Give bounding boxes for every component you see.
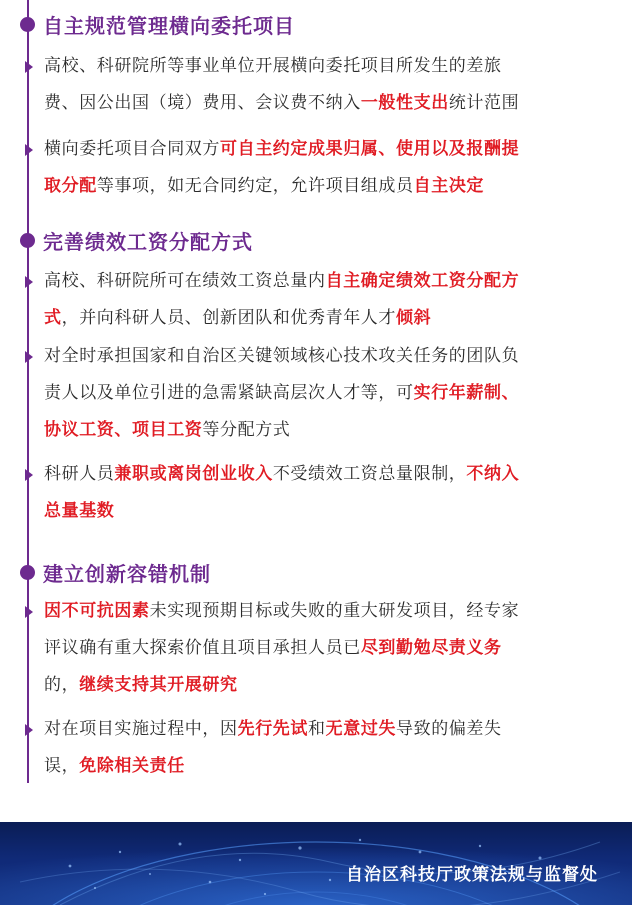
list-item — [44, 338, 600, 449]
body-text: 和 — [308, 719, 326, 739]
text-line — [44, 493, 600, 530]
highlighted-text: 一般性支出 — [360, 93, 449, 113]
body-text: 对在项目实施过程中，因 — [44, 719, 238, 739]
arrow-bullet-icon — [25, 144, 33, 156]
body-text: 误， — [44, 756, 80, 776]
highlighted-text: 协议工资、项目工资 — [44, 420, 203, 440]
text-line — [44, 300, 600, 337]
timeline-line — [27, 0, 29, 783]
body-text: 科研人员 — [44, 464, 115, 484]
highlighted-text: 因不可抗因素 — [44, 601, 150, 621]
organization-name: 自治区科技厅政策法规与监督处 — [346, 865, 598, 885]
body-text: 高校、科研院所等事业单位开展横向委托项目所发生的差旅 — [44, 56, 502, 76]
body-text: 责人以及单位引进的急需紧缺高层次人才等，可 — [44, 383, 414, 403]
text-line — [44, 338, 600, 375]
bullet-dot-icon — [20, 565, 35, 580]
text-line — [44, 748, 600, 785]
text-line — [44, 263, 600, 300]
body-text: ，并向科研人员、创新团队和优秀青年人才 — [61, 308, 397, 328]
arrow-bullet-icon — [25, 61, 33, 73]
list-item — [44, 131, 600, 205]
list-item — [44, 48, 600, 122]
bullet-dot-icon — [20, 233, 35, 248]
arrow-bullet-icon — [25, 469, 33, 481]
highlighted-text: 自主决定 — [413, 176, 485, 196]
body-text: 评议确有重大探索价值且项目承担人员已 — [44, 638, 361, 658]
section-title: 完善绩效工资分配方式 — [43, 229, 253, 254]
text-line — [44, 85, 600, 122]
section-heading-1 — [20, 8, 295, 40]
arrow-bullet-icon — [25, 351, 33, 363]
arrow-bullet-icon — [25, 724, 33, 736]
highlighted-text: 继续支持其开展研究 — [79, 675, 238, 695]
text-line — [44, 667, 600, 704]
text-line — [44, 593, 600, 630]
body-text: 对全时承担国家和自治区关键领域核心技术攻关任务的团队负 — [44, 346, 520, 366]
body-text: 等分配方式 — [202, 420, 291, 440]
highlighted-text: 倾斜 — [396, 308, 432, 328]
highlighted-text: 自主确定绩效工资分配方 — [325, 271, 520, 291]
body-text: 统计范围 — [448, 93, 520, 113]
body-text: 未实现预期目标或失败的重大研发项目，经专家 — [149, 601, 520, 621]
bullet-dot-icon — [20, 17, 35, 32]
body-text: 不受绩效工资总量限制， — [272, 464, 467, 484]
list-item — [44, 711, 600, 785]
text-line — [44, 711, 600, 748]
section-title: 自主规范管理横向委托项目 — [43, 13, 295, 38]
highlighted-text: 取分配 — [44, 176, 97, 196]
body-text: 导致的偏差失 — [396, 719, 502, 739]
arrow-bullet-icon — [25, 276, 33, 288]
body-text: 横向委托项目合同双方 — [44, 139, 220, 159]
list-item — [44, 456, 600, 530]
text-line — [44, 131, 600, 168]
arrow-bullet-icon — [25, 606, 33, 618]
highlighted-text: 免除相关责任 — [79, 756, 185, 776]
highlighted-text: 无意过失 — [325, 719, 397, 739]
text-line — [44, 412, 600, 449]
list-item — [44, 263, 600, 337]
highlighted-text: 不纳入 — [466, 464, 520, 484]
list-item — [44, 593, 600, 704]
body-text: 的， — [44, 675, 80, 695]
highlighted-text: 式 — [44, 308, 62, 328]
highlighted-text: 先行先试 — [237, 719, 309, 739]
highlighted-text: 尽到勤勉尽责义务 — [360, 638, 502, 658]
section-heading-3 — [20, 556, 211, 588]
text-line — [44, 456, 600, 493]
section-heading-2 — [20, 224, 253, 256]
highlighted-text: 总量基数 — [44, 501, 115, 521]
body-text: 费、因公出国（境）费用、会议费不纳入 — [44, 93, 361, 113]
text-line — [44, 168, 600, 205]
section-title: 建立创新容错机制 — [43, 561, 211, 586]
text-line — [44, 630, 600, 667]
highlighted-text: 兼职或离岗创业收入 — [114, 464, 273, 484]
body-text: 等事项，如无合同约定，允许项目组成员 — [96, 176, 414, 196]
text-line — [44, 375, 600, 412]
text-line — [44, 48, 600, 85]
body-text: 高校、科研院所可在绩效工资总量内 — [44, 271, 326, 291]
footer-banner — [0, 822, 632, 905]
highlighted-text: 可自主约定成果归属、使用以及报酬提 — [220, 139, 520, 159]
highlighted-text: 实行年薪制、 — [413, 383, 520, 403]
